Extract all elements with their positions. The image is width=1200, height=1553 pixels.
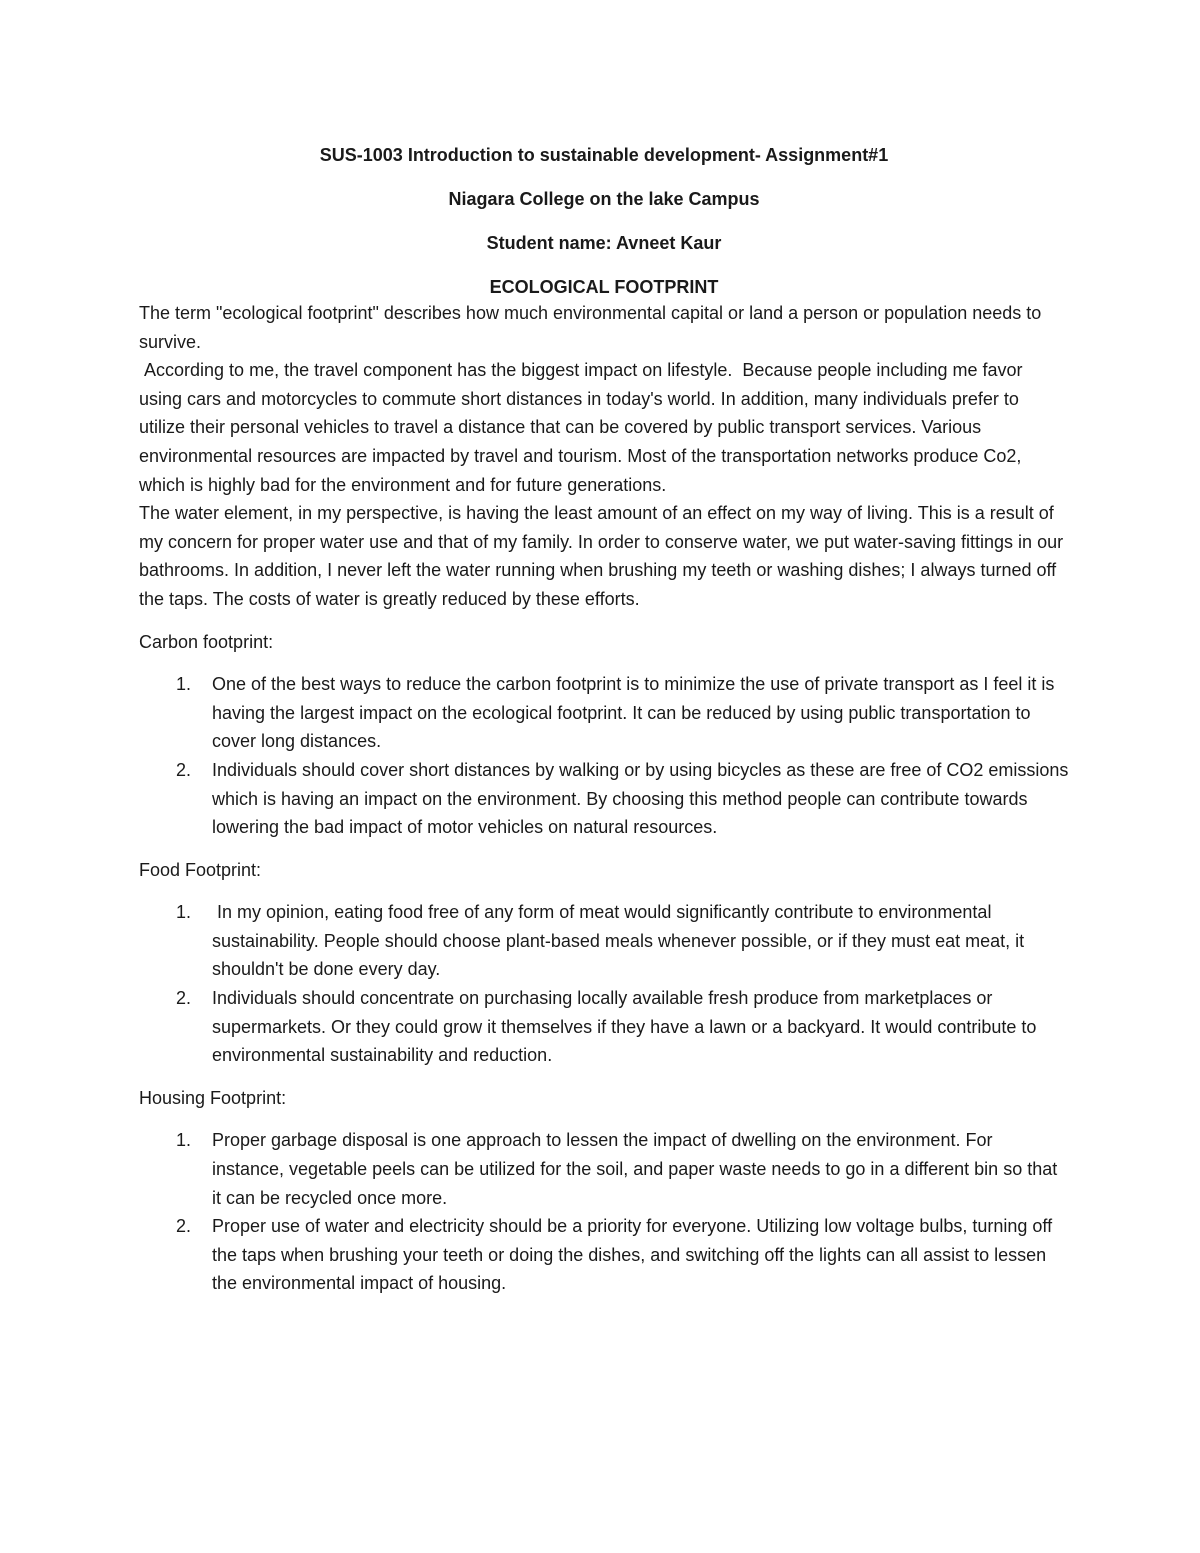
carbon-list: [139, 670, 1069, 842]
document-page: [139, 140, 1069, 1298]
list-item: [139, 756, 1069, 842]
list-number: 2.: [176, 1216, 192, 1237]
list-item: [139, 984, 1069, 1070]
list-text: Individuals should cover short distances by walking or by using bicycles as these are free of CO2 emissions which is having an impact on the environment. By choosing this method people can contribute towards lowering the bad impact of motor vehicles on natural resources.: [212, 759, 1069, 838]
list-number: 1.: [176, 902, 192, 923]
travel-paragraph: According to me, the travel component has the biggest impact on lifestyle. Because people including me favor using cars and motorcycles to commute short distances in today's world. In addition, many individuals prefer to utilize their personal vehicles to travel a distance that can be covered by public transport services. Various environmental resources are impacted by travel and tourism. Most of the transportation networks produce Co2, which is highly bad for the environment and for future generations.: [139, 360, 1028, 495]
list-text: In my opinion, eating food free of any form of meat would significantly contribute to environmental sustainability. People should choose plant-based meals whenever possible, or if they must eat meat, it shouldn't be done every day.: [212, 902, 1030, 980]
list-number: 2.: [176, 759, 192, 780]
list-item: [139, 670, 1069, 756]
list-text: Proper use of water and electricity should be a priority for everyone. Utilizing low voltage bulbs, turning off the taps when brushing your teeth or doing the dishes, and switching off the lights can all assist to lessen the environmental impact of housing.: [212, 1216, 1053, 1294]
definition-paragraph: The term "ecological footprint" describes how much environmental capital or land a person or population needs to survive.: [139, 303, 1042, 352]
food-list: [139, 898, 1069, 1070]
list-item: [139, 898, 1069, 984]
list-item: [139, 1212, 1069, 1298]
list-number: 1.: [176, 1130, 192, 1151]
housing-heading: Housing Footprint:: [139, 1087, 287, 1108]
list-text: One of the best ways to reduce the carbon footprint is to minimize the use of private transport as I feel it is having the largest impact on the ecological footprint. It can be reduced by using public transportation to cover long distances.: [212, 674, 1055, 752]
housing-list: [139, 1126, 1069, 1298]
section-title: ECOLOGICAL FOOTPRINT: [489, 277, 719, 297]
college-name: Niagara College on the lake Campus: [448, 189, 760, 209]
student-name: Student name: Avneet Kaur: [486, 233, 722, 253]
water-paragraph: The water element, in my perspective, is having the least amount of an effect on my way of living. This is a result of my concern for proper water use and that of my family. In order to conserve water, we put water-saving fittings in our bathrooms. In addition, I never left the water running when brushing my teeth or washing dishes; I always turned off the taps. The costs of water is greatly reduced by these efforts.: [139, 503, 1064, 609]
assignment-title: SUS-1003 Introduction to sustainable development- Assignment#1: [319, 145, 889, 165]
list-number: 1.: [176, 674, 192, 695]
list-item: [139, 1126, 1069, 1212]
carbon-heading: Carbon footprint:: [139, 631, 274, 652]
list-number: 2.: [176, 988, 192, 1009]
food-heading: Food Footprint:: [139, 859, 262, 880]
list-text: Individuals should concentrate on purchasing locally available fresh produce from marketplaces or supermarkets. Or they could grow it themselves if they have a lawn or a backyard. It would contribute to environmental sustainability and reduction.: [212, 988, 1037, 1066]
list-text: Proper garbage disposal is one approach to lessen the impact of dwelling on the environment. For instance, vegetable peels can be utilized for the soil, and paper waste needs to go in a different bin so that it can be recycled once more.: [212, 1130, 1058, 1208]
